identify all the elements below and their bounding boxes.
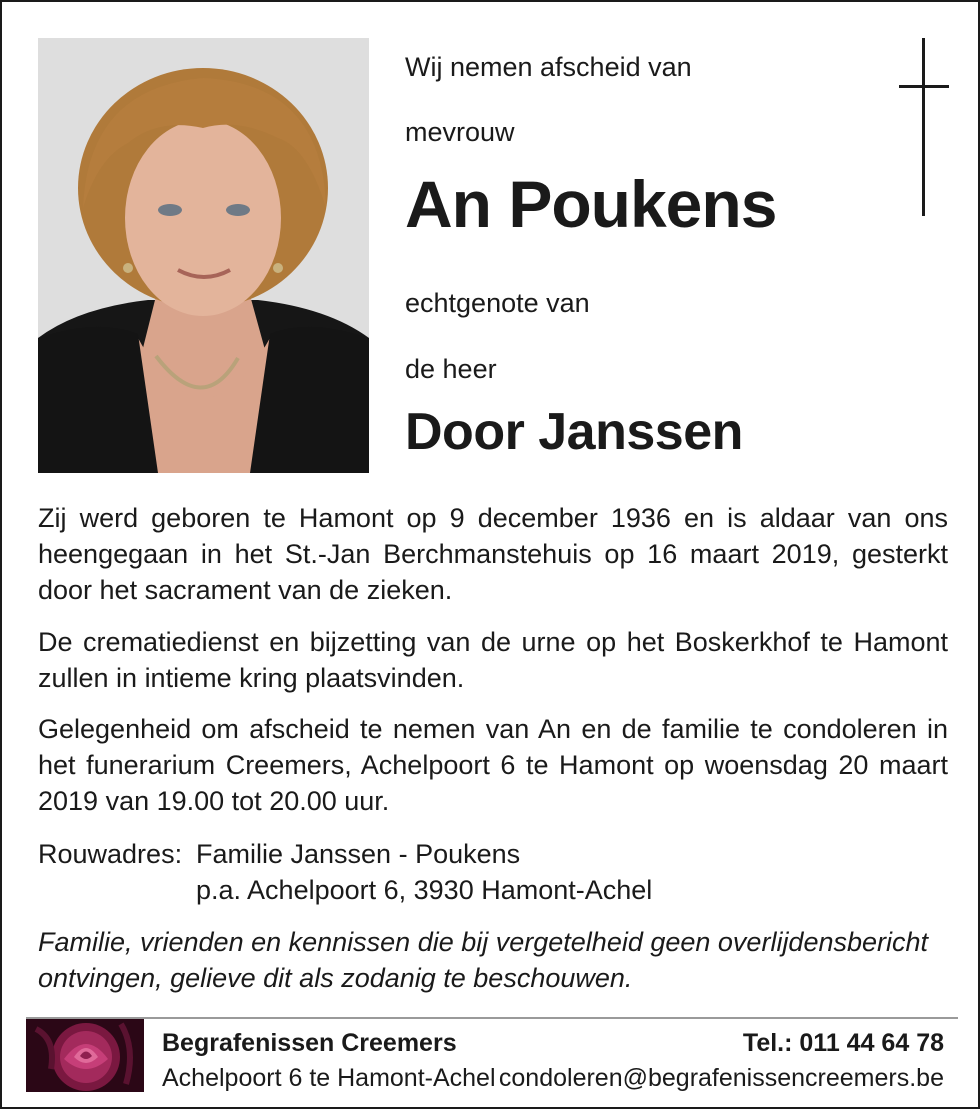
spouse-title: de heer [405, 354, 497, 384]
mourning-address-street: p.a. Achelpoort 6, 3930 Hamont-Achel [196, 875, 653, 905]
portrait-photo [38, 38, 369, 473]
funeral-company-name: Begrafenissen Creemers [162, 1029, 457, 1057]
deceased-title: mevrouw [405, 117, 515, 147]
cross-icon [899, 38, 949, 216]
rose-image [26, 1019, 144, 1092]
mourning-address-label: Rouwadres: [38, 839, 183, 869]
intro-text: Wij nemen afscheid van [405, 52, 692, 82]
spouse-name: Door Janssen [405, 403, 743, 461]
mourning-address-family: Familie Janssen - Poukens [196, 839, 521, 869]
cremation-paragraph: De crematiedienst en bijzetting van de urne op het Boskerkhof te Hamont zullen in intieme kring plaatsvinden. [38, 627, 948, 693]
funeral-company-phone: Tel.: 011 44 64 78 [742, 1029, 944, 1057]
relation-text: echtgenote van [405, 288, 590, 318]
condolence-paragraph: Gelegenheid om afscheid te nemen van An en de familie te condoleren in het funerarium Creemers, Achelpoort 6 te Hamont op woensdag 20 maart 2019 van 19.00 tot 20.00 uur. [38, 714, 948, 816]
deceased-name: An Poukens [405, 167, 777, 241]
footer-divider [26, 1017, 958, 1019]
birth-death-paragraph: Zij werd geboren te Hamont op 9 december 1936 en is aldaar van ons heengegaan in het St.-Jan Berchmanstehuis op 16 maart 2019, gesterkt door het sacrament van de zieken. [38, 503, 948, 605]
notice-text: Familie, vrienden en kennissen die bij vergetelheid geen overlijdensbericht ontvingen, gelieve dit als zodanig te beschouwen. [38, 927, 929, 993]
funeral-company-email[interactable]: condoleren@begrafenissencreemers.be [498, 1064, 944, 1092]
funeral-company-address: Achelpoort 6 te Hamont-Achel [162, 1064, 496, 1092]
